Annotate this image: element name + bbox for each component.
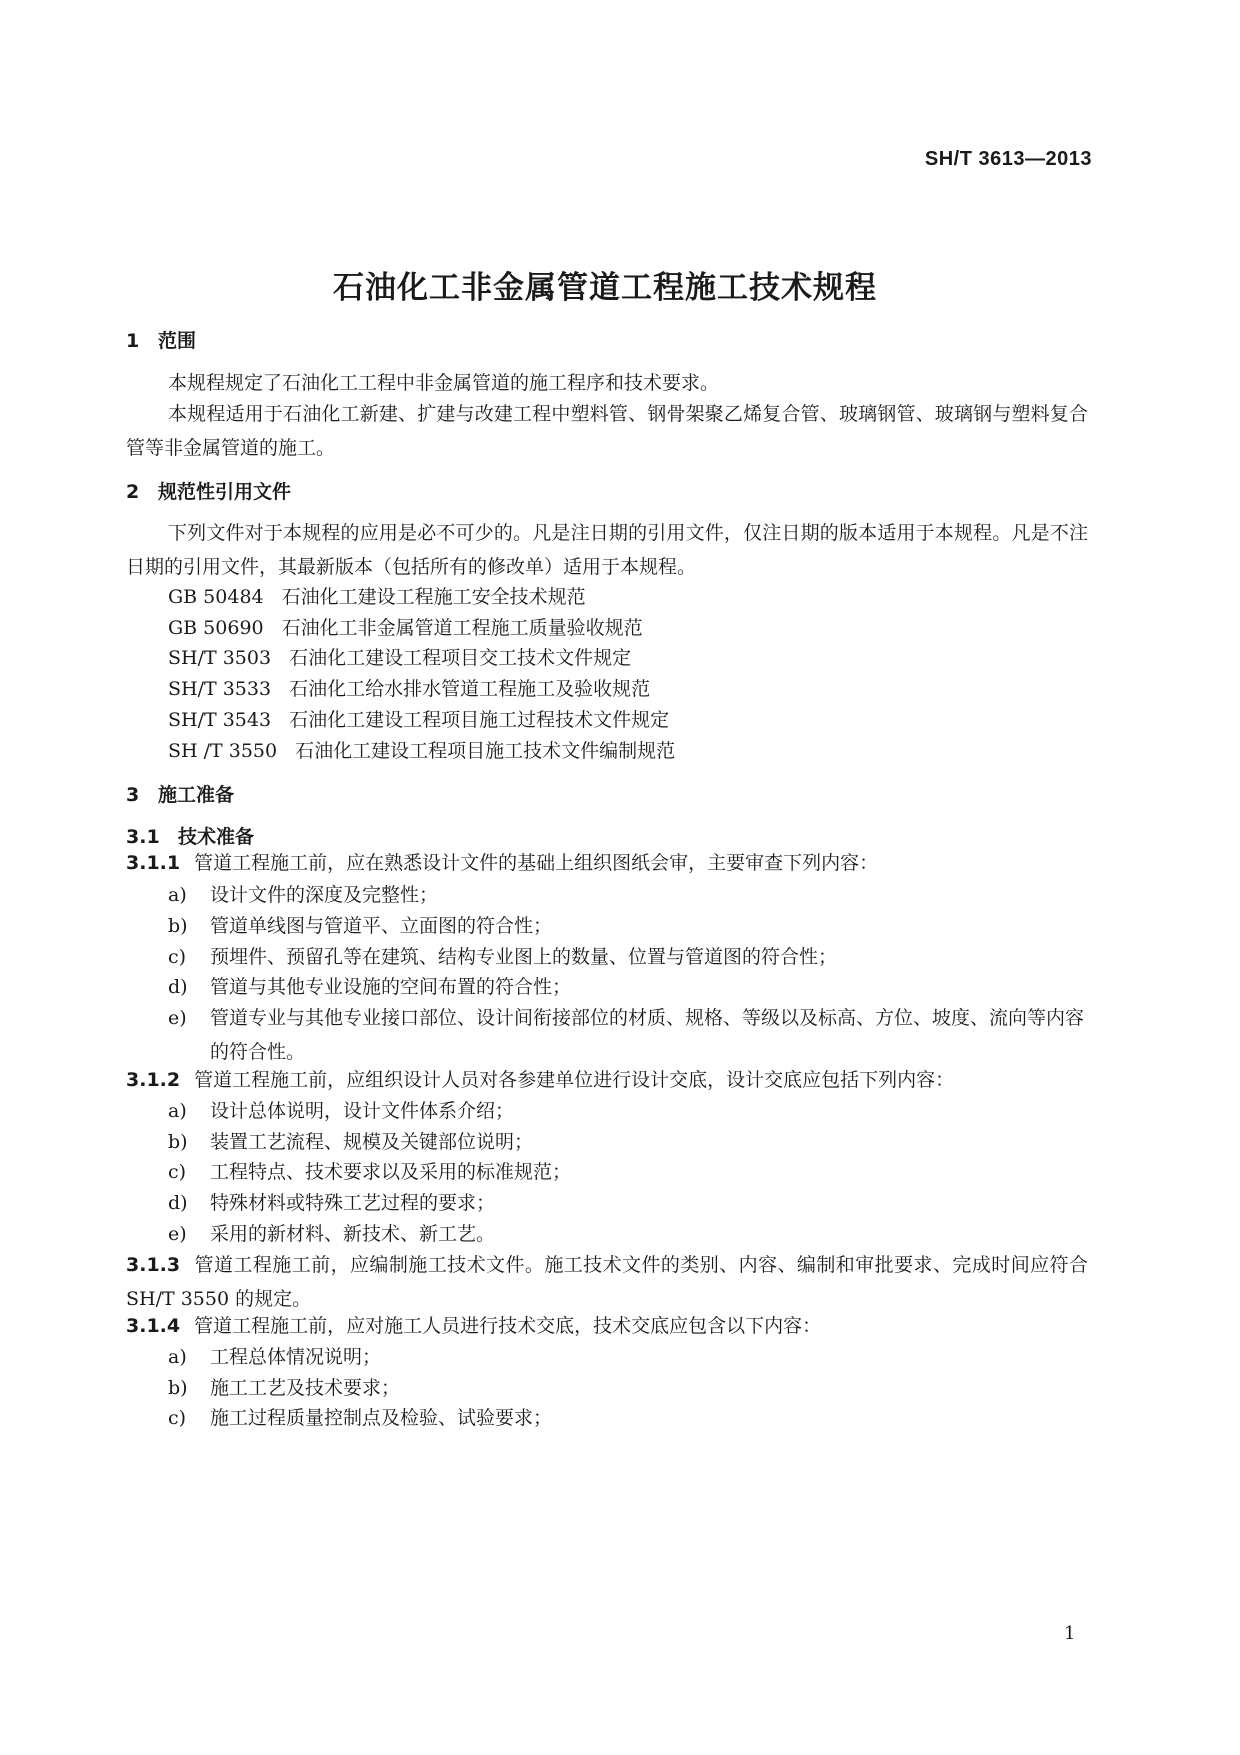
list-marker: b) xyxy=(168,915,188,937)
list-item xyxy=(168,1340,1088,1374)
subsection-heading xyxy=(126,822,254,849)
list-text: 装置工艺流程、规模及关键部位说明； xyxy=(210,1131,534,1153)
list-marker: b) xyxy=(168,1131,188,1153)
clause-number: 3.1.2 xyxy=(126,1069,181,1091)
list-marker: b) xyxy=(168,1377,188,1399)
list-text: 预埋件、预留孔等在建筑、结构专业图上的数量、位置与管道图的符合性； xyxy=(210,946,838,968)
list-item xyxy=(168,1401,1088,1435)
list-text: 设计总体说明，设计文件体系介绍； xyxy=(210,1100,515,1122)
list-marker: c) xyxy=(168,946,187,968)
list-marker: a) xyxy=(168,1346,187,1368)
list-item xyxy=(168,1001,1088,1069)
list-text: 管道专业与其他专业接口部位、设计间衔接部位的材质、规格、等级以及标高、方位、坡度、流向等内容的符合性。 xyxy=(210,1007,1085,1063)
reference-name: 石油化工建设工程项目交工技术文件规定 xyxy=(289,647,632,669)
section-number: 3 xyxy=(126,784,140,806)
list-item xyxy=(168,1186,1088,1220)
list-marker: c) xyxy=(168,1161,187,1183)
scope-paragraph: 本规程规定了石油化工工程中非金属管道的施工程序和技术要求。 xyxy=(168,372,720,394)
list-marker: d) xyxy=(168,976,188,998)
list-item xyxy=(168,1217,1088,1251)
reference-item xyxy=(168,613,643,640)
reference-code: SH/T 3543 xyxy=(168,709,272,731)
list-text: 管道与其他专业设施的空间布置的符合性； xyxy=(210,976,572,998)
list-marker: d) xyxy=(168,1192,188,1214)
clause-number: 3.1.3 xyxy=(126,1254,181,1276)
section-number: 2 xyxy=(126,481,140,503)
page-number: 1 xyxy=(1064,1623,1076,1644)
clause xyxy=(126,1309,1088,1343)
document-title: 石油化工非金属管道工程施工技术规程 xyxy=(333,270,877,306)
reference-code: SH/T 3533 xyxy=(168,678,272,700)
standard-code: SH/T 3613—2013 xyxy=(924,148,1092,170)
reference-item xyxy=(168,736,675,763)
list-item xyxy=(168,1371,1088,1405)
clause-text: 管道工程施工前，应组织设计人员对各参建单位进行设计交底，设计交底应包括下列内容： xyxy=(194,1069,955,1091)
clause-number: 3.1.1 xyxy=(126,852,181,874)
reference-code: GB 50690 xyxy=(168,617,264,639)
list-item xyxy=(168,878,1088,912)
clause xyxy=(126,1063,1088,1097)
list-marker: e) xyxy=(168,1007,187,1029)
reference-item xyxy=(168,705,669,732)
subsection-title: 技术准备 xyxy=(178,826,255,848)
list-text: 设计文件的深度及完整性； xyxy=(210,884,439,906)
scope-paragraph: 本规程适用于石油化工新建、扩建与改建工程中塑料管、钢骨架聚乙烯复合管、玻璃钢管、玻璃钢与塑料复合管等非金属管道的施工。 xyxy=(126,403,1088,459)
list-marker: a) xyxy=(168,884,187,906)
list-text: 管道单线图与管道平、立面图的符合性； xyxy=(210,915,553,937)
section-title: 规范性引用文件 xyxy=(158,481,292,503)
list-marker: c) xyxy=(168,1407,187,1429)
reference-code: SH/T 3503 xyxy=(168,647,272,669)
list-text: 工程总体情况说明； xyxy=(210,1346,382,1368)
section-title: 范围 xyxy=(158,330,197,352)
reference-name: 石油化工建设工程施工安全技术规范 xyxy=(281,586,586,608)
list-text: 工程特点、技术要求以及采用的标准规范； xyxy=(210,1161,572,1183)
list-text: 施工工艺及技术要求； xyxy=(210,1377,401,1399)
list-item xyxy=(168,909,1088,943)
clause-number: 3.1.4 xyxy=(126,1315,181,1337)
clause-text: 管道工程施工前，应对施工人员进行技术交底，技术交底应包含以下内容： xyxy=(194,1315,822,1337)
list-item xyxy=(168,1125,1088,1159)
section-heading xyxy=(126,780,234,807)
reference-code: SH /T 3550 xyxy=(168,740,278,762)
list-item xyxy=(168,970,1088,1004)
list-text: 施工过程质量控制点及检验、试验要求； xyxy=(210,1407,553,1429)
list-item xyxy=(168,940,1088,974)
reference-name: 石油化工非金属管道工程施工质量验收规范 xyxy=(281,617,643,639)
section-heading xyxy=(126,477,291,504)
list-marker: a) xyxy=(168,1100,187,1122)
clause xyxy=(126,1248,1088,1316)
references-intro: 下列文件对于本规程的应用是必不可少的。凡是注日期的引用文件，仅注日期的版本适用于本规程。凡是不注日期的引用文件，其最新版本（包括所有的修改单）适用于本规程。 xyxy=(126,522,1088,578)
reference-item xyxy=(168,674,650,701)
reference-name: 石油化工给水排水管道工程施工及验收规范 xyxy=(289,678,651,700)
list-text: 采用的新材料、新技术、新工艺。 xyxy=(210,1223,496,1245)
reference-name: 石油化工建设工程项目施工过程技术文件规定 xyxy=(289,709,670,731)
list-text: 特殊材料或特殊工艺过程的要求； xyxy=(210,1192,496,1214)
reference-code: GB 50484 xyxy=(168,586,264,608)
list-marker: e) xyxy=(168,1223,187,1245)
clause-text: 管道工程施工前，应编制施工技术文件。施工技术文件的类别、内容、编制和审批要求、完成时间应符合 SH/T 3550 的规定。 xyxy=(126,1254,1088,1310)
subsection-number: 3.1 xyxy=(126,826,160,848)
section-heading xyxy=(126,326,196,353)
list-item xyxy=(168,1155,1088,1189)
reference-item xyxy=(168,582,586,609)
list-item xyxy=(168,1094,1088,1128)
section-title: 施工准备 xyxy=(158,784,235,806)
clause-text: 管道工程施工前，应在熟悉设计文件的基础上组织图纸会审，主要审查下列内容： xyxy=(194,852,879,874)
reference-name: 石油化工建设工程项目施工技术文件编制规范 xyxy=(295,740,676,762)
clause xyxy=(126,846,1088,880)
section-number: 1 xyxy=(126,330,140,352)
reference-item xyxy=(168,643,631,670)
